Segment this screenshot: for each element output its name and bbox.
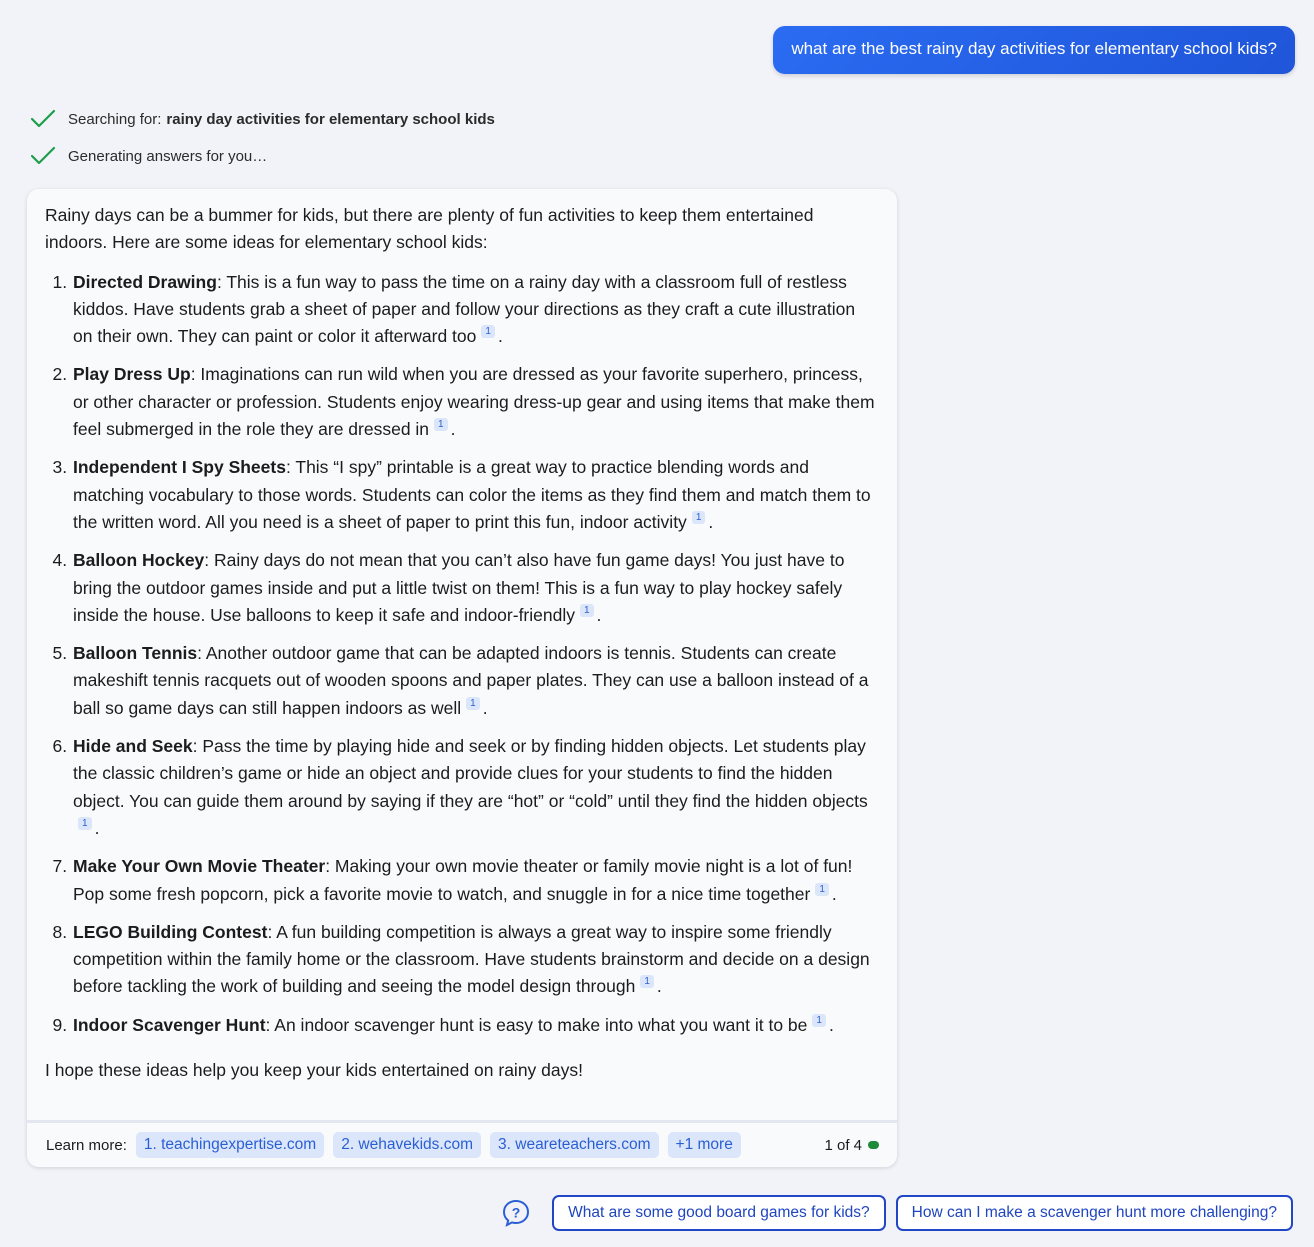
list-item: 6. Hide and Seek: Pass the time by playing hide and seek or by finding hidden objects. Let students play the classic children’s game or hide an object and provide clues for your students to find the hidden object. You can guide them around by saying if they are “hot” or “cold” until they find the hidden objects1 . bbox=[72, 733, 879, 842]
item-title: LEGO Building Contest bbox=[73, 921, 268, 942]
item-text: : Pass the time by playing hide and seek or by finding hidden objects. Let students play the classic children’s game or hide an object and provide clues for your students to find the hidden object. You can guide them around by saying if they are “hot” or “cold” until they find the hidden objects bbox=[73, 736, 868, 811]
status-generating bbox=[30, 145, 267, 167]
item-text: : Rainy days do not mean that you can’t also have fun game days! You just have to bring the outdoor games inside and put a little twist on them! This is a fun way to play hockey safely inside the house. Use balloons to keep it safe and indoor-friendly bbox=[73, 550, 845, 625]
citation-badge[interactable]: 1 bbox=[434, 418, 448, 431]
list-item: 4. Balloon Hockey: Rainy days do not mean that you can’t also have fun game days! You just have to bring the outdoor games inside and put a little twist on them! This is a fun way to play hockey safely inside the house. Use balloons to keep it safe and indoor-friendly 1 . bbox=[72, 547, 879, 629]
searching-query: rainy day activities for elementary school kids bbox=[166, 110, 495, 128]
item-title: Independent I Spy Sheets bbox=[73, 457, 286, 478]
item-text: : An indoor scavenger hunt is easy to make into what you want it to be bbox=[265, 1014, 808, 1035]
help-question-icon[interactable] bbox=[501, 1198, 531, 1228]
list-item: 7. Make Your Own Movie Theater: Making your own movie theater or family movie night is a lot of fun! Pop some fresh popcorn, pick a favorite movie to watch, and snuggle in for a nice time together 1 . bbox=[72, 853, 879, 908]
citation-badge[interactable]: 1 bbox=[815, 883, 829, 896]
checkmark-icon bbox=[30, 145, 56, 167]
suggestion-scavenger-hunt[interactable]: How can I make a scavenger hunt more challenging? bbox=[896, 1195, 1293, 1231]
checkmark-icon bbox=[30, 108, 56, 130]
list-item: 9. Indoor Scavenger Hunt: An indoor scavenger hunt is easy to make into what you want it to be 1 . bbox=[72, 1012, 879, 1039]
status-dot-icon bbox=[868, 1141, 879, 1149]
item-text: : Another outdoor game that can be adapted indoors is tennis. Students can create makeshift tennis racquets out of wooden spoons and paper plates. They can use a balloon instead of a ball so game days can still happen indoors as well bbox=[73, 643, 869, 718]
citation-badge[interactable]: 1 bbox=[466, 697, 480, 710]
response-pager bbox=[824, 1137, 879, 1154]
item-text: : Making your own movie theater or family movie night is a lot of fun! Pop some fresh popcorn, pick a favorite movie to watch, and snuggle in for a nice time together bbox=[73, 856, 853, 904]
source-link-3[interactable]: 3. weareteachers.com bbox=[490, 1132, 659, 1158]
source-link-2[interactable]: 2. wehavekids.com bbox=[333, 1132, 481, 1158]
suggestion-board-games[interactable]: What are some good board games for kids? bbox=[552, 1195, 886, 1231]
list-item: 5. Balloon Tennis: Another outdoor game that can be adapted indoors is tennis. Students can create makeshift tennis racquets out of wooden spoons and paper plates. They can use a balloon instead of a ball so game days can still happen indoors as well 1 . bbox=[72, 640, 879, 722]
list-item: 1. Directed Drawing: This is a fun way to pass the time on a rainy day with a classroom full of restless kiddos. Have students grab a sheet of paper and follow your directions as they craft a cute illustration on their own. They can paint or color it afterward too 1 . bbox=[72, 269, 879, 351]
answer-intro: Rainy days can be a bummer for kids, but there are plenty of fun activities to keep them entertained indoors. Here are some ideas for elementary school kids: bbox=[45, 205, 814, 253]
citation-badge[interactable]: 1 bbox=[78, 817, 92, 830]
user-message-bubble: what are the best rainy day activities for elementary school kids? bbox=[773, 26, 1295, 74]
item-title: Balloon Hockey bbox=[73, 550, 205, 571]
learn-more-bar bbox=[27, 1120, 897, 1167]
answer-card bbox=[27, 189, 897, 1167]
pager-text: 1 of 4 bbox=[824, 1136, 862, 1154]
list-item: 3. Independent I Spy Sheets: This “I spy” printable is a great way to practice blending words and matching vocabulary to those words. Students can color the items as they find them and match them to the written word. All you need is a sheet of paper to print this fun, indoor activity 1 . bbox=[72, 454, 879, 536]
citation-badge[interactable]: 1 bbox=[481, 325, 495, 338]
generating-label: Generating answers for you… bbox=[68, 147, 268, 165]
more-sources-button[interactable]: +1 more bbox=[668, 1132, 741, 1158]
item-text: : A fun building competition is always a great way to inspire some friendly competition within the family home or the classroom. Have students brainstorm and decide on a design before tackling the work of building and seeing the model design through bbox=[73, 921, 870, 997]
status-searching bbox=[30, 108, 495, 130]
item-title: Make Your Own Movie Theater bbox=[73, 856, 326, 877]
list-item: 8. LEGO Building Contest: A fun building competition is always a great way to inspire some friendly competition within the family home or the classroom. Have students brainstorm and decide on a design before tackling the work of building and seeing the model design through 1 . bbox=[72, 919, 879, 1001]
source-link-1[interactable]: 1. teachingexpertise.com bbox=[136, 1132, 324, 1158]
list-item: 2. Play Dress Up: Imaginations can run wild when you are dressed as your favorite superhero, princess, or other character or profession. Students enjoy wearing dress-up gear and using items that make them feel submerged in the role they are dressed in 1 . bbox=[72, 361, 879, 443]
learn-more-label: Learn more: bbox=[46, 1136, 127, 1154]
item-text: : This “I spy” printable is a great way to practice blending words and matching vocabulary to those words. Students can color the items as they find them and match them to the written word. All you need is a sheet of paper to print this fun, indoor activity bbox=[73, 457, 871, 532]
citation-badge[interactable]: 1 bbox=[812, 1014, 826, 1027]
item-title: Hide and Seek bbox=[73, 736, 193, 757]
searching-label: Searching for: bbox=[68, 110, 162, 128]
citation-badge[interactable]: 1 bbox=[692, 511, 706, 524]
item-title: Balloon Tennis bbox=[73, 643, 198, 664]
suggestion-row bbox=[501, 1195, 1293, 1231]
svg-text:?: ? bbox=[511, 1204, 521, 1221]
item-title: Indoor Scavenger Hunt bbox=[73, 1014, 266, 1035]
activity-list bbox=[45, 269, 879, 1039]
citation-badge[interactable]: 1 bbox=[640, 975, 654, 988]
answer-closing: I hope these ideas help you keep your kids entertained on rainy days! bbox=[45, 1060, 583, 1081]
citation-badge[interactable]: 1 bbox=[580, 604, 594, 617]
item-text: : Imaginations can run wild when you are dressed as your favorite superhero, princess, or other character or profession. Students enjoy wearing dress-up gear and using items that make them feel submerged in the role they are dressed in bbox=[73, 364, 875, 440]
item-text: : This is a fun way to pass the time on a rainy day with a classroom full of restless kiddos. Have students grab a sheet of paper and follow your directions as they craft a cute illustration on their own. They can paint or color it afterward too bbox=[73, 271, 856, 347]
item-title: Play Dress Up bbox=[73, 364, 191, 385]
item-title: Directed Drawing bbox=[73, 271, 217, 292]
